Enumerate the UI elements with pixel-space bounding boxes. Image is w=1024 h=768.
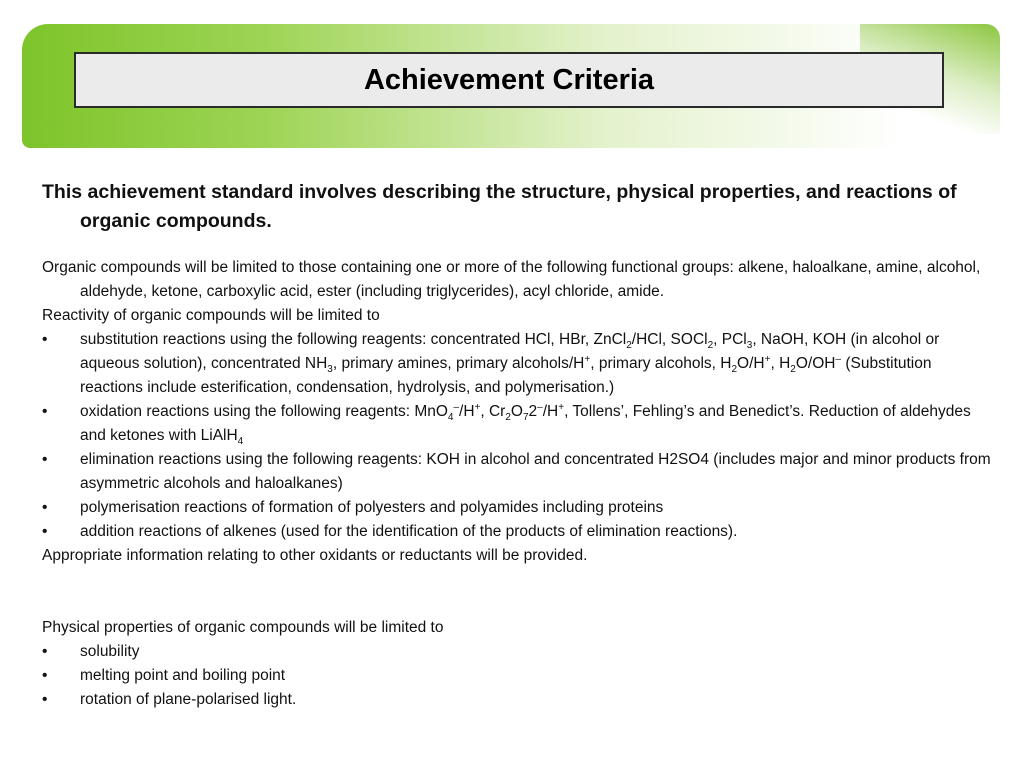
bullet-addition: [42, 520, 992, 544]
oxidation-text: oxidation reactions using the following reagents: MnO$_4$–/H+, $Cr_2O_72^-/H^+$, Tollens’, Fehling’s and Benedict’s. Reduction of aldehydes and ketones with LiAlH$_4$: [80, 401, 971, 448]
title-box: [74, 52, 944, 108]
bullet-melting-boiling: [42, 664, 992, 688]
physical-item: rotation of plane-polarised light.: [80, 691, 297, 708]
slide-title: Achievement Criteria: [363, 63, 655, 96]
bullet-symbol: •: [42, 523, 48, 540]
bullet-rotation: [42, 688, 992, 712]
substitution-text: substitution reactions using the following reagents: concentrated HCl, HBr, ZnCl$_2$/HCl, SOCl$_2$, PCl$_3$, NaOH, KOH (in alcohol or aqueous solution), concentrated $NH_3$, primary amines, primary alcohols/H+, primary alcohols, $H_2O/H^+$, $H_2O/OH^-$ (Substitution reactions include esterification, condensation, hydrolysis, and polymerisation.): [80, 331, 940, 396]
bullet-symbol: •: [42, 451, 48, 468]
physical-heading: Physical properties of organic compounds will be limited to: [42, 619, 444, 636]
slide-content: [42, 178, 992, 712]
bullet-solubility: [42, 640, 992, 664]
polymerisation-text: polymerisation reactions of formation of polyesters and polyamides including proteins: [80, 499, 664, 516]
physical-item: solubility: [80, 643, 140, 660]
bullet-polymerisation: [42, 496, 992, 520]
addition-text: addition reactions of alkenes (used for the identification of the products of elimination reactions).: [80, 523, 738, 540]
bullet-symbol: •: [42, 499, 48, 516]
bullet-substitution: [42, 328, 992, 400]
spacer: [42, 568, 992, 616]
bullet-elimination: [42, 448, 992, 496]
bullet-symbol: •: [42, 691, 48, 708]
bullet-symbol: •: [42, 331, 48, 348]
organic-limit-text: Organic compounds will be limited to those containing one or more of the following functional groups: alkene, haloalkane, amine, alcohol, aldehyde, ketone, carboxylic acid, ester (including triglycerides), acyl chloride, amide.: [42, 259, 981, 300]
reactivity-heading: Reactivity of organic compounds will be limited to: [42, 307, 380, 324]
appropriate-info-text: Appropriate information relating to other oxidants or reductants will be provided.: [42, 547, 588, 564]
physical-item: melting point and boiling point: [80, 667, 286, 684]
bullet-symbol: •: [42, 667, 48, 684]
bullet-oxidation: [42, 400, 992, 448]
lead-statement: This achievement standard involves describing the structure, physical properties, and reactions of organic compounds.: [42, 181, 957, 232]
bullet-symbol: •: [42, 643, 48, 660]
elimination-text: elimination reactions using the following reagents: KOH in alcohol and concentrated H2SO4 (includes major and minor products from asymmetric alcohols and haloalkanes): [80, 451, 991, 492]
bullet-symbol: •: [42, 403, 48, 420]
